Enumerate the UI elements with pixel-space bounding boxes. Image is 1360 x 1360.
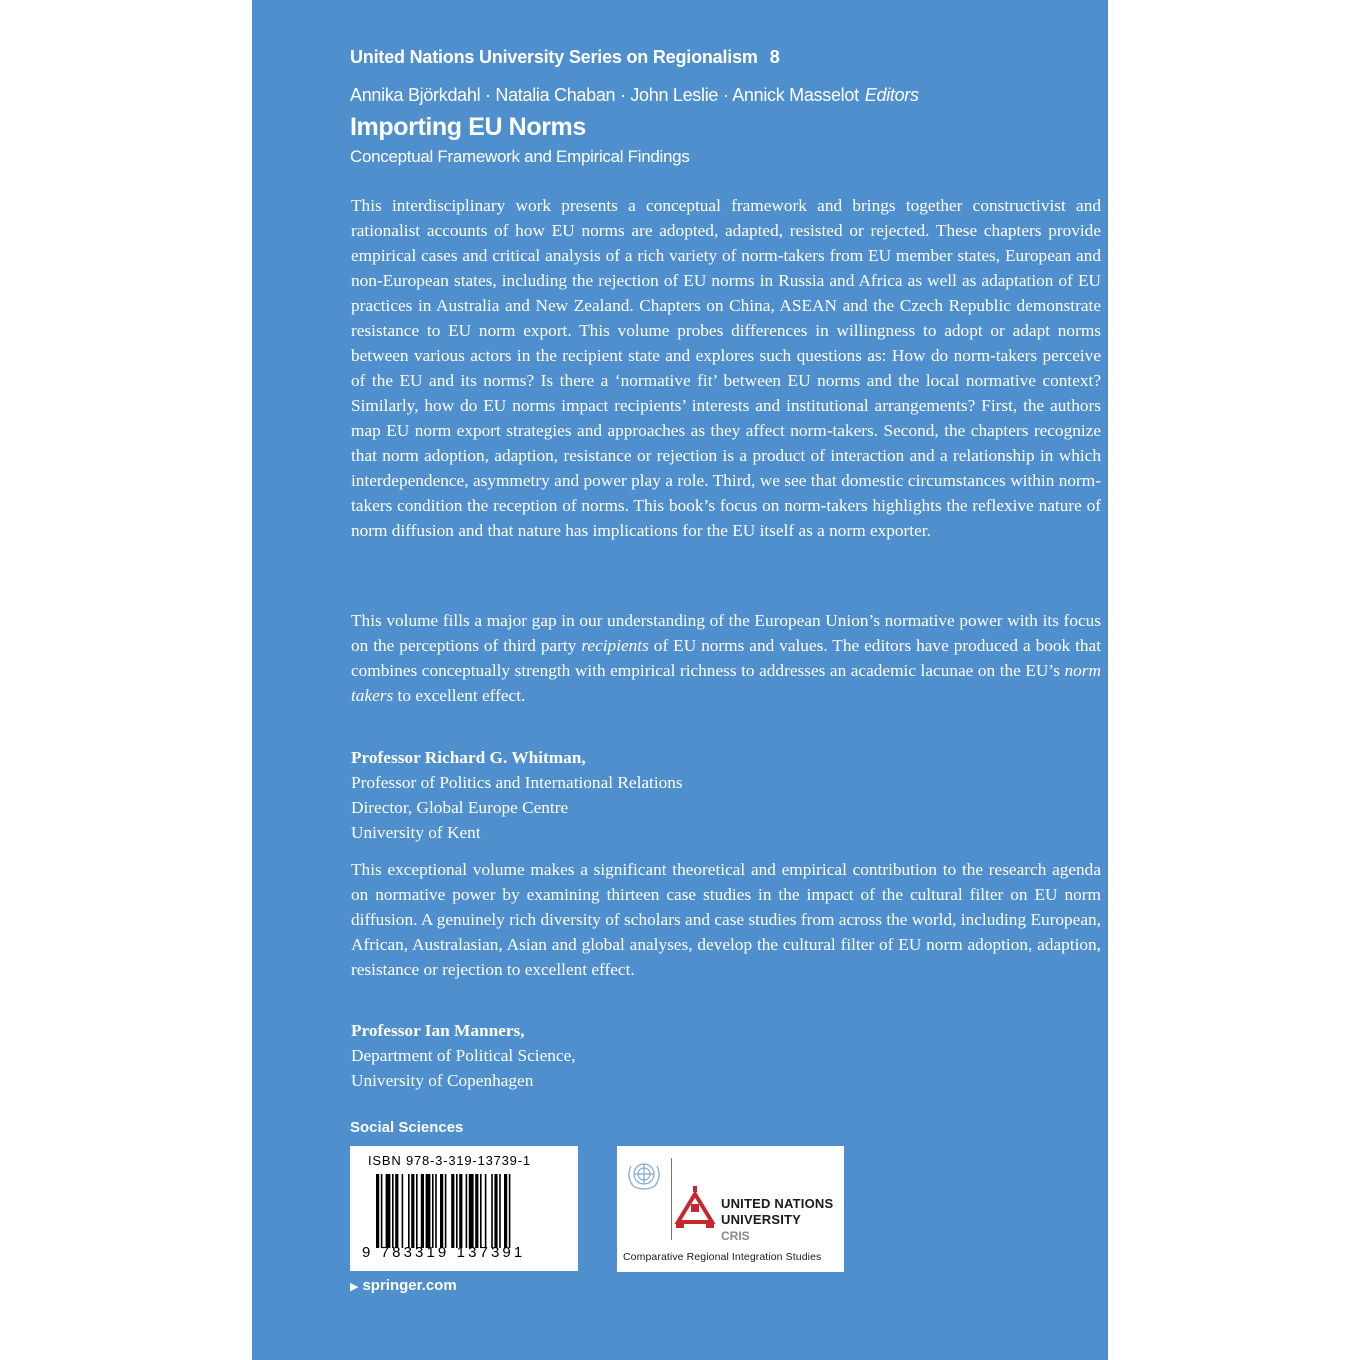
quote-text: This volume fills a major gap in our understanding of the European Union’s normative power with its focus on the perceptions of third party (351, 611, 1101, 655)
unu-cris-label: CRIS (721, 1229, 750, 1243)
unu-cris-logo (617, 1146, 844, 1272)
endorser-name: Professor Ian Manners, (351, 1021, 525, 1040)
logo-divider (671, 1158, 672, 1240)
endorser-whitman (351, 745, 683, 845)
quote-text: of EU norms and values. The editors have produced a book that combines conceptually strength with empirical richness to addresses an academic lacunae on the EU’s (351, 636, 1102, 680)
endorser-role: Director, Global Europe Centre (351, 798, 569, 817)
isbn-digits: 9 783319 137391 (362, 1244, 526, 1261)
endorser-title: Professor of Politics and International Relations (351, 773, 683, 792)
unu-name-line1: UNITED NATIONS (721, 1196, 834, 1211)
barcode-bars (376, 1174, 564, 1248)
editor-names: Annika Björkdahl · Natalia Chaban · John Leslie · Annick Masselot (350, 85, 859, 105)
website-text: springer.com (362, 1277, 457, 1294)
editors-role: Editors (864, 85, 919, 105)
endorsement-quote-whitman (351, 608, 1101, 708)
endorser-manners (351, 1018, 576, 1093)
endorser-affiliation: University of Copenhagen (351, 1071, 534, 1090)
quote-emphasis: norm takers (351, 661, 1101, 705)
endorser-affiliation: University of Kent (351, 823, 481, 842)
unu-name-line2: UNIVERSITY (721, 1212, 802, 1227)
book-subtitle: Conceptual Framework and Empirical Findings (350, 147, 690, 166)
subject-category: Social Sciences (350, 1119, 464, 1136)
isbn-barcode (350, 1146, 578, 1271)
endorsement-quote-manners: This exceptional volume makes a significant theoretical and empirical contribution to the research agenda on normative power by examining thirteen case studies in the impact of the cultural filter on EU norm diffusion. A genuinely rich diversity of scholars and case studies from across the world, including European, African, Australasian, Asian and global analyses, develop the cultural filter of EU norm adoption, adaption, resistance or rejection to excellent effect. (351, 860, 1101, 979)
springer-link[interactable] (350, 1277, 457, 1294)
isbn-label: ISBN 978-3-319-13739-1 (368, 1153, 531, 1168)
endorser-name: Professor Richard G. Whitman, (351, 748, 586, 767)
book-description: This interdisciplinary work presents a conceptual framework and brings together constructivist and rationalist accounts of how EU norms are adopted, adapted, resisted or rejected. These chapters provide empirical cases and critical analysis of a rich variety of norm-takers from EU member states, European and non-European states, including the rejection of EU norms in Russia and Africa as well as adaptation of EU practices in Australia and New Zealand. Chapters on China, ASEAN and the Czech Republic demonstrate resistance to EU norm export. This volume probes differences in willingness to adopt or adapt norms between various actors in the recipient state and explores such questions as: How do norm-takers perceive of the EU and its norms? Is there a ‘normative fit’ between EU norms and the local normative context? Similarly, how do EU norms impact recipients’ interests and institutional arrangements? First, the authors map EU norm export strategies and approaches as they affect norm-takers. Second, the chapters recognize that norm adoption, adaption, resistance or rejection is a product of interaction and a relationship in which interdependence, asymmetry and power play a role. Third, we see that domestic circumstances within norm-takers condition the reception of norms. This book’s focus on norm-takers highlights the reflexive nature of norm diffusion and that nature has implications for the EU itself as a norm exporter. (351, 196, 1101, 540)
unu-caption: Comparative Regional Integration Studies (623, 1251, 822, 1263)
editors-line (350, 85, 919, 106)
series-number: 8 (769, 47, 780, 67)
series-title: United Nations University Series on Regionalism (350, 47, 758, 67)
series-heading (350, 47, 780, 68)
quote-text: to excellent effect. (393, 686, 526, 705)
endorser-department: Department of Political Science, (351, 1046, 576, 1065)
book-title: Importing EU Norms (350, 113, 586, 141)
arrow-right-icon: ▶ (350, 1281, 359, 1293)
quote-emphasis: recipients (581, 636, 649, 655)
back-cover (252, 0, 1108, 1360)
cris-triangle-icon (674, 1184, 716, 1230)
un-emblem-icon (623, 1156, 665, 1194)
